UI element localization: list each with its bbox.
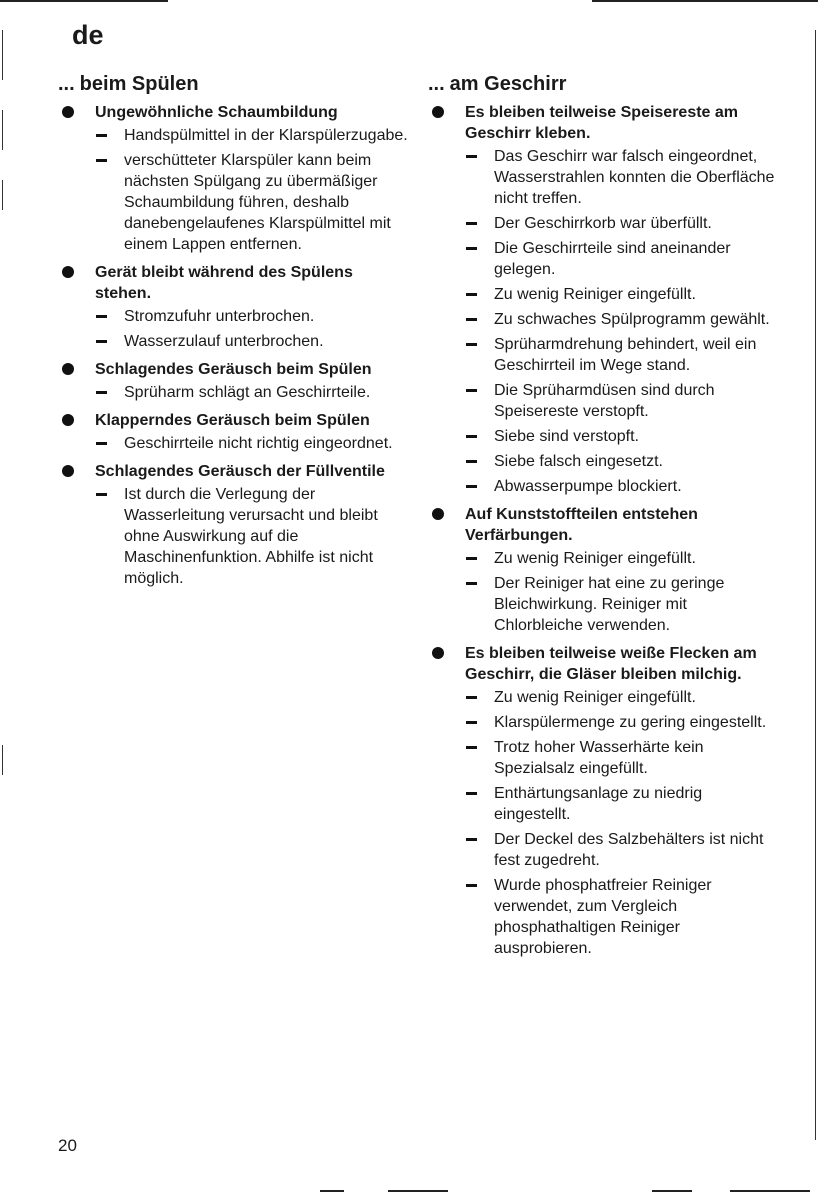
dash-icon: [466, 792, 477, 795]
sub-item: [95, 331, 408, 352]
sub-item-text: Siebe sind verstopft.: [494, 428, 639, 445]
bullet-icon: [432, 106, 444, 118]
item-heading: Gerät bleibt während des Spülens stehen.: [95, 264, 353, 302]
dash-icon: [466, 460, 477, 463]
sub-item-text: Sprüharmdrehung behindert, weil ein Geschirrteil im Wege stand.: [494, 336, 757, 374]
sub-item: [465, 238, 780, 280]
sub-item-text: Die Geschirrteile sind aneinander gelegen.: [494, 240, 731, 278]
sub-item-text: Die Sprüharmdüsen sind durch Speisereste verstopft.: [494, 382, 715, 420]
left-edge-mark-1: [2, 30, 3, 80]
sub-item: [465, 426, 780, 447]
sub-item-text: Handspülmittel in der Klarspülerzugabe.: [124, 127, 408, 144]
bottom-rule-3: [652, 1190, 692, 1192]
sub-item: [95, 433, 408, 454]
list-item: [428, 102, 780, 497]
sub-item: [95, 484, 408, 589]
page-number: 20: [58, 1136, 77, 1155]
sub-item: [465, 451, 780, 472]
item-heading: Schlagendes Geräusch der Füllventile: [95, 463, 385, 480]
left-edge-mark-2: [2, 110, 3, 150]
sub-item: [465, 712, 780, 733]
sub-item-text: Der Geschirrkorb war überfüllt.: [494, 215, 712, 232]
dash-icon: [466, 389, 477, 392]
dash-icon: [466, 435, 477, 438]
sub-item-text: verschütteter Klarspüler kann beim nächsten Spülgang zu übermäßiger Schaumbildung führen, deshalb danebengelaufenes Klarspülmittel mit einem Lappen entfernen.: [124, 152, 391, 253]
item-heading: Klapperndes Geräusch beim Spülen: [95, 412, 370, 429]
bullet-icon: [432, 508, 444, 520]
bottom-rule-4: [730, 1190, 810, 1192]
dash-icon: [466, 293, 477, 296]
left-edge-mark-3: [2, 180, 3, 210]
dash-icon: [466, 746, 477, 749]
sub-item-text: Trotz hoher Wasserhärte kein Spezialsalz eingefüllt.: [494, 739, 704, 777]
dash-icon: [466, 884, 477, 887]
dash-icon: [96, 315, 107, 318]
dash-icon: [466, 485, 477, 488]
right-column: [428, 72, 780, 966]
sub-item: [465, 380, 780, 422]
item-heading: Es bleiben teilweise Speisereste am Geschirr kleben.: [465, 104, 739, 142]
sub-item-text: Das Geschirr war falsch eingeordnet, Wasserstrahlen konnten die Oberfläche nicht treffen.: [494, 148, 775, 207]
sub-item: [465, 284, 780, 305]
dash-icon: [466, 318, 477, 321]
sub-item: [95, 382, 408, 403]
bullet-icon: [62, 465, 74, 477]
sub-item: [465, 146, 780, 209]
sub-item: [95, 150, 408, 255]
dash-icon: [96, 442, 107, 445]
sub-item-text: Stromzufuhr unterbrochen.: [124, 308, 315, 325]
dash-icon: [96, 493, 107, 496]
left-edge-mark-4: [2, 745, 3, 775]
bottom-rule-2: [388, 1190, 448, 1192]
list-item: [58, 410, 408, 454]
bullet-icon: [62, 414, 74, 426]
sub-item-text: Wasserzulauf unterbrochen.: [124, 333, 324, 350]
sub-item-text: Der Deckel des Salzbehälters ist nicht fest zugedreht.: [494, 831, 764, 869]
item-heading: Schlagendes Geräusch beim Spülen: [95, 361, 372, 378]
left-item-list: [58, 102, 408, 589]
list-item: [428, 643, 780, 959]
sub-item: [465, 476, 780, 497]
sub-item-text: Enthärtungsanlage zu niedrig eingestellt.: [494, 785, 703, 823]
sub-item-text: Zu wenig Reiniger eingefüllt.: [494, 286, 696, 303]
right-item-list: [428, 102, 780, 959]
list-item: [58, 102, 408, 255]
sub-item: [465, 737, 780, 779]
list-item: [58, 461, 408, 589]
left-column: [58, 72, 408, 596]
bullet-icon: [62, 363, 74, 375]
sub-item: [465, 213, 780, 234]
sub-item: [465, 687, 780, 708]
sub-item-text: Geschirrteile nicht richtig eingeordnet.: [124, 435, 393, 452]
dash-icon: [466, 838, 477, 841]
left-section-title: ... beim Spülen: [58, 73, 199, 95]
sub-item: [95, 125, 408, 146]
bullet-icon: [62, 106, 74, 118]
bullet-icon: [432, 647, 444, 659]
sub-item: [465, 783, 780, 825]
sub-item-text: Zu wenig Reiniger eingefüllt.: [494, 689, 696, 706]
list-item: [428, 504, 780, 636]
dash-icon: [96, 340, 107, 343]
sub-item-text: Klarspülermenge zu gering eingestellt.: [494, 714, 767, 731]
dash-icon: [96, 159, 107, 162]
right-edge-mark: [815, 30, 816, 1140]
dash-icon: [466, 222, 477, 225]
sub-item-text: Wurde phosphatfreier Reiniger verwendet, zum Vergleich phosphathaltigen Reiniger ausprobieren.: [494, 877, 712, 957]
sub-item: [465, 309, 780, 330]
sub-item: [465, 548, 780, 569]
top-rule-right: [592, 0, 818, 2]
item-heading: Es bleiben teilweise weiße Flecken am Geschirr, die Gläser bleiben milchig.: [465, 645, 757, 683]
sub-item: [465, 829, 780, 871]
sub-item: [465, 573, 780, 636]
sub-item-text: Abwasserpumpe blockiert.: [494, 478, 682, 495]
sub-item: [465, 875, 780, 959]
dash-icon: [466, 557, 477, 560]
sub-item-text: Siebe falsch eingesetzt.: [494, 453, 663, 470]
language-code: de: [72, 20, 104, 50]
list-item: [58, 262, 408, 352]
sub-item: [95, 306, 408, 327]
dash-icon: [96, 134, 107, 137]
item-heading: Auf Kunststoffteilen entstehen Verfärbungen.: [465, 506, 698, 544]
sub-item-text: Zu schwaches Spülprogramm gewählt.: [494, 311, 770, 328]
list-item: [58, 359, 408, 403]
right-section-title: ... am Geschirr: [428, 73, 567, 95]
bullet-icon: [62, 266, 74, 278]
sub-item-text: Sprüharm schlägt an Geschirrteile.: [124, 384, 371, 401]
dash-icon: [466, 247, 477, 250]
top-rule-left: [0, 0, 168, 2]
dash-icon: [96, 391, 107, 394]
dash-icon: [466, 343, 477, 346]
sub-item: [465, 334, 780, 376]
sub-item-text: Zu wenig Reiniger eingefüllt.: [494, 550, 696, 567]
item-heading: Ungewöhnliche Schaumbildung: [95, 104, 338, 121]
dash-icon: [466, 721, 477, 724]
dash-icon: [466, 696, 477, 699]
sub-item-text: Der Reiniger hat eine zu geringe Bleichwirkung. Reiniger mit Chlorbleiche verwenden.: [494, 575, 725, 634]
dash-icon: [466, 582, 477, 585]
sub-item-text: Ist durch die Verlegung der Wasserleitung verursacht und bleibt ohne Auswirkung auf die Maschinenfunktion. Abhilfe ist nicht möglich.: [124, 486, 378, 587]
dash-icon: [466, 155, 477, 158]
bottom-rule-1: [320, 1190, 344, 1192]
